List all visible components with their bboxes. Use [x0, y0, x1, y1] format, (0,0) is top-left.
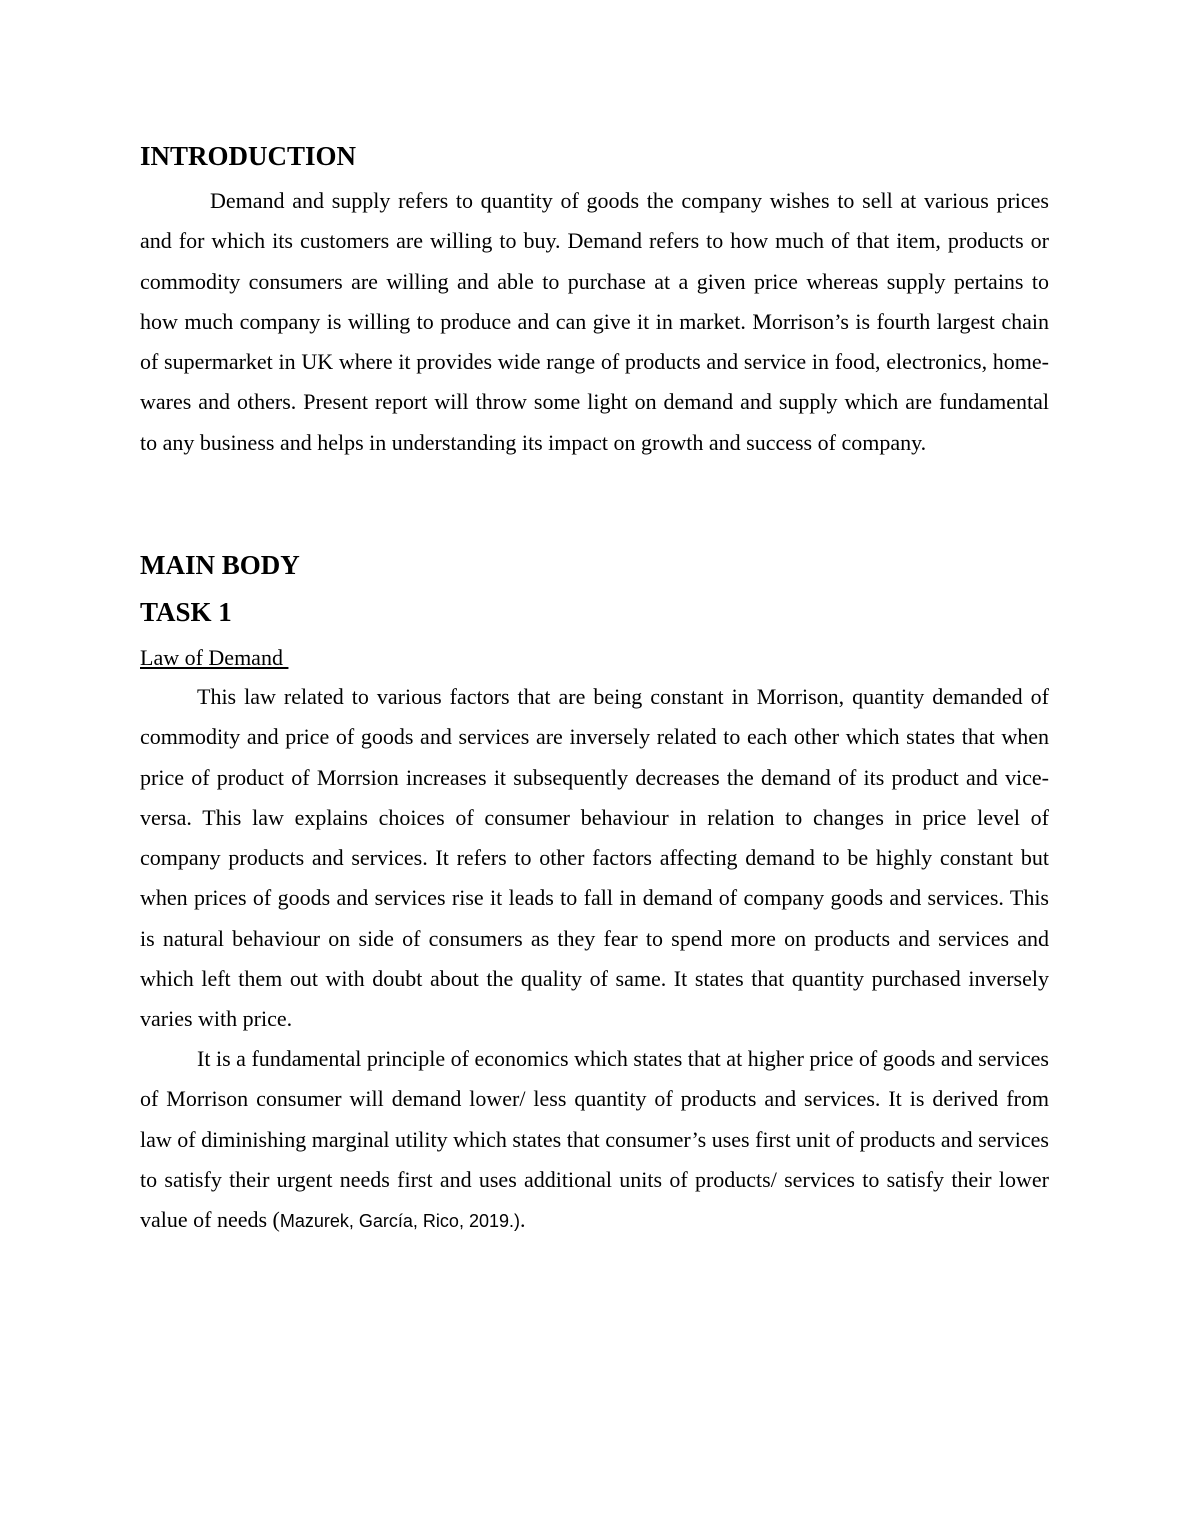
paragraph-2-text: It is a fundamental principle of economics which states that at higher price of goods and services of Morrison consumer will demand lower/ less quantity of products and services. It is derived from law of diminishing marginal utility which states that consumer’s uses first unit of products and services to satisfy their urgent needs first and uses additional units of products/ services to satisfy their lower value of needs (: [140, 1046, 1049, 1233]
law-of-demand-paragraph-1: This law related to various factors that are being constant in Morrison, quantity demanded of commodity and price of goods and services are inversely related to each other which states that when price of product of Morrsion increases it subsequently decreases the demand of its product and vice- versa. This law explains choices of consumer behaviour in relation to changes in price level of company products and services. It refers to other factors affecting demand to be highly constant but when prices of goods and services rise it leads to fall in demand of company goods and services. This is natural behaviour on side of consumers as they fear to spend more on products and services and which left them out with doubt about the quality of same. It states that quantity purchased inversely varies with price.: [140, 684, 1049, 1032]
law-of-demand-paragraph-2: [140, 1039, 1049, 1241]
introduction-heading: INTRODUCTION: [140, 141, 357, 171]
law-of-demand-subheading: Law of Demand: [140, 645, 289, 670]
main-body-heading: MAIN BODY: [140, 550, 300, 580]
citation: Mazurek, García, Rico, 2019.): [279, 1211, 520, 1232]
introduction-paragraph: Demand and supply refers to quantity of goods the company wishes to sell at various prices and for which its customers are willing to buy. Demand refers to how much of that item, products or commodity consumers are willing and able to purchase at a given price whereas supply pertains to how much company is willing to produce and can give it in market. Morrison’s is fourth largest chain of supermarket in UK where it provides wide range of products and service in food, electronics, home-wares and others. Present report will throw some light on demand and supply which are fundamental to any business and helps in understanding its impact on growth and success of company.: [140, 188, 1049, 455]
task-1-heading: TASK 1: [140, 597, 232, 627]
paragraph-2-end: .: [519, 1207, 526, 1233]
